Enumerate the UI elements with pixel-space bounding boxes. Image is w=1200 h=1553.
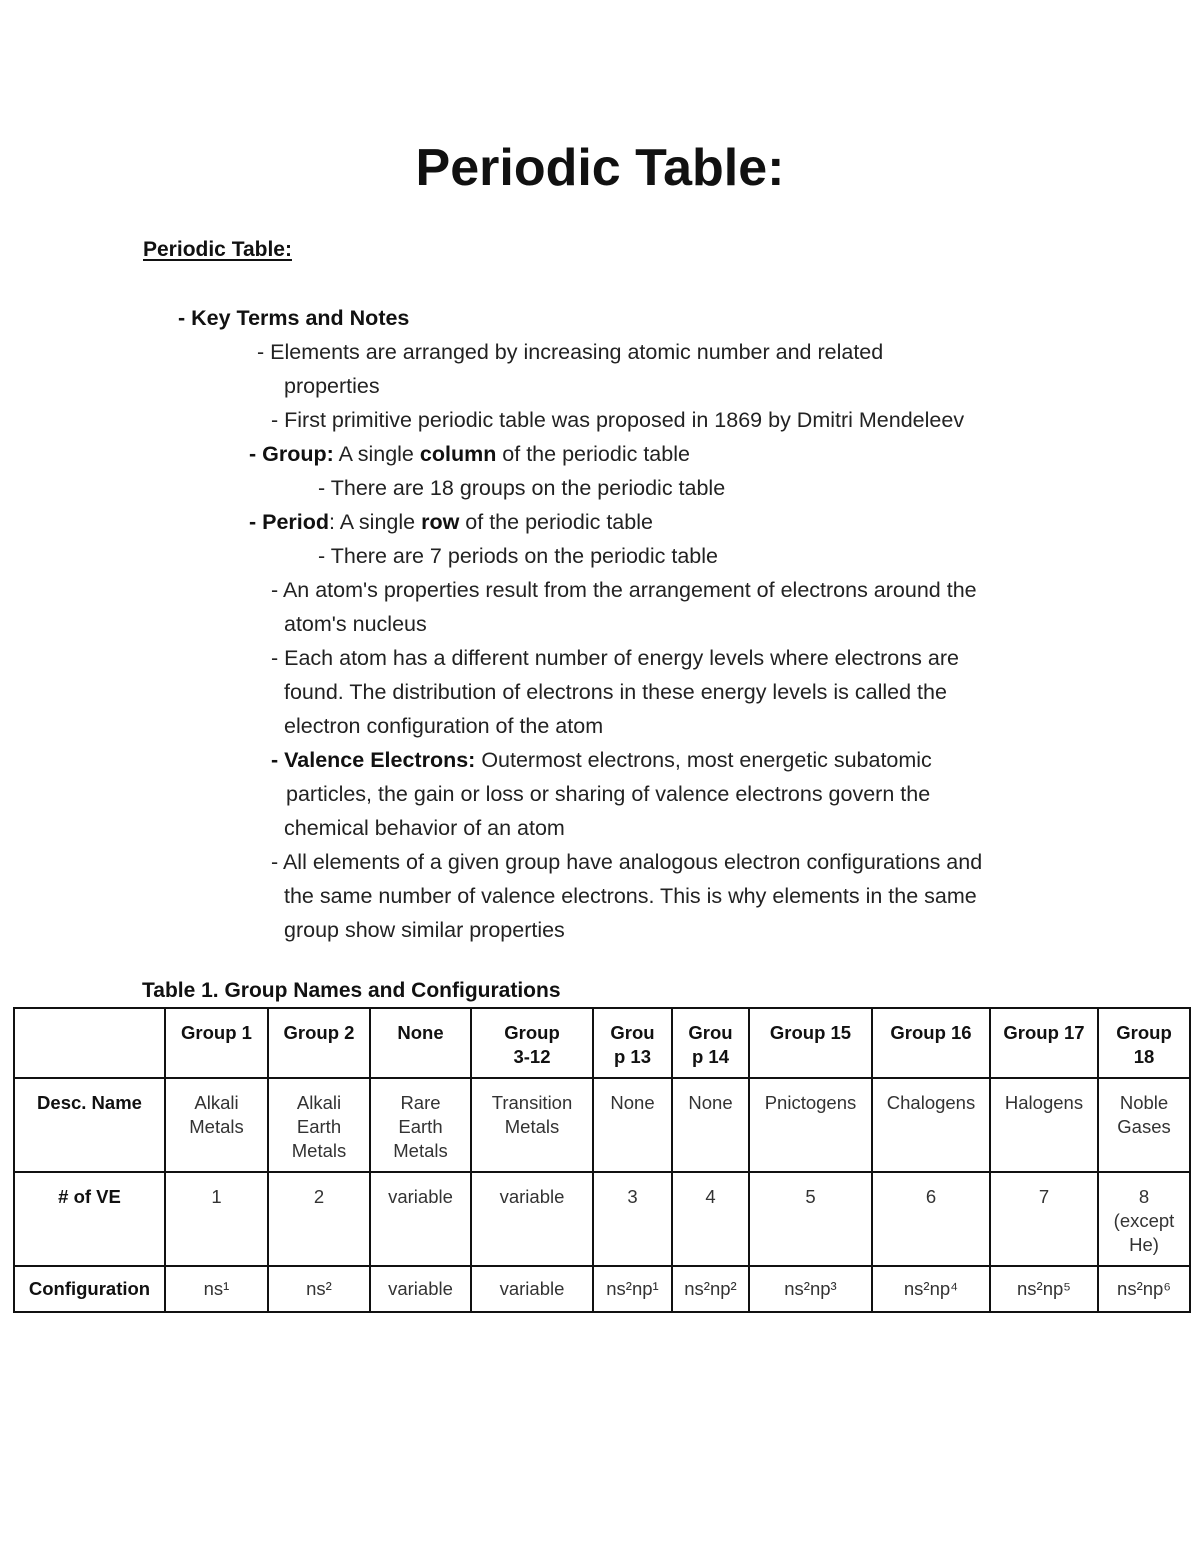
table-cell: Alkali Metals [165,1078,268,1172]
table-row-valence-electrons [14,1172,1190,1266]
table-row-configuration [14,1266,1190,1312]
note-energy-levels-cont-2: electron configuration of the atom [284,714,604,738]
note-atom-properties: - An atom's properties result from the arrangement of electrons around the [271,578,977,602]
header-cell: Grou p 13 [593,1008,672,1078]
note-group-definition: - Group: A single column of the periodic table [249,442,690,466]
header-cell: Group 18 [1098,1008,1190,1078]
table-cell: 4 [672,1172,749,1266]
header-cell: Group 3-12 [471,1008,593,1078]
table-cell: 7 [990,1172,1098,1266]
table-cell: Halogens [990,1078,1098,1172]
table-cell: ns² [268,1266,370,1312]
header-cell: Group 17 [990,1008,1098,1078]
table-cell: 5 [749,1172,872,1266]
row-label: # of VE [14,1172,165,1266]
table-cell: 3 [593,1172,672,1266]
table-cell: ns²np⁴ [872,1266,990,1312]
header-cell: Grou p 14 [672,1008,749,1078]
table-corner-cell [14,1008,165,1078]
table-cell: 6 [872,1172,990,1266]
table-cell: 2 [268,1172,370,1266]
table-header-row [14,1008,1190,1078]
table-cell: Pnictogens [749,1078,872,1172]
note-elements-arranged: - Elements are arranged by increasing atomic number and related [257,340,884,364]
table-cell: ns¹ [165,1266,268,1312]
table-cell: ns²np⁶ [1098,1266,1190,1312]
table-cell: Rare Earth Metals [370,1078,471,1172]
table-cell: ns²np¹ [593,1266,672,1312]
table-cell: Alkali Earth Metals [268,1078,370,1172]
row-label: Desc. Name [14,1078,165,1172]
table-cell: Chalogens [872,1078,990,1172]
table-row-desc-name [14,1078,1190,1172]
note-valence-electrons: - Valence Electrons: Outermost electrons, most energetic subatomic [271,748,932,772]
note-energy-levels-cont-1: found. The distribution of electrons in these energy levels is called the [284,680,947,704]
page-title: Periodic Table: [415,139,785,197]
note-analogous-configs: - All elements of a given group have analogous electron configurations and [271,850,983,874]
note-groups-count: - There are 18 groups on the periodic table [318,476,726,500]
table-cell: ns²np³ [749,1266,872,1312]
table-cell: Transition Metals [471,1078,593,1172]
table-cell: None [672,1078,749,1172]
key-terms-heading: - Key Terms and Notes [178,306,410,330]
table-cell: ns²np⁵ [990,1266,1098,1312]
table-cell: variable [370,1266,471,1312]
note-analogous-configs-cont-1: the same number of valence electrons. This is why elements in the same [284,884,977,908]
table-caption: Table 1. Group Names and Configurations [142,979,561,1002]
note-periods-count: - There are 7 periods on the periodic table [318,544,718,568]
row-label: Configuration [14,1266,165,1312]
header-cell: Group 16 [872,1008,990,1078]
note-analogous-configs-cont-2: group show similar properties [284,918,565,942]
table-cell: variable [471,1172,593,1266]
note-valence-electrons-cont-2: chemical behavior of an atom [284,816,565,840]
table-cell: 8 (except He) [1098,1172,1190,1266]
table-cell: ns²np² [672,1266,749,1312]
table-cell: Noble Gases [1098,1078,1190,1172]
table-cell: 1 [165,1172,268,1266]
table-cell: variable [370,1172,471,1266]
note-atom-properties-cont: atom's nucleus [284,612,427,636]
group-configurations-table [13,1007,1191,1313]
note-elements-arranged-cont: properties [284,374,380,398]
section-heading: Periodic Table: [143,238,292,261]
table-cell: None [593,1078,672,1172]
header-cell: Group 1 [165,1008,268,1078]
note-first-table: - First primitive periodic table was proposed in 1869 by Dmitri Mendeleev [271,408,965,432]
note-period-definition: - Period: A single row of the periodic table [249,510,653,534]
note-energy-levels: - Each atom has a different number of energy levels where electrons are [271,646,959,670]
header-cell: Group 2 [268,1008,370,1078]
table-cell: variable [471,1266,593,1312]
note-valence-electrons-cont-1: particles, the gain or loss or sharing of valence electrons govern the [286,782,931,806]
header-cell: None [370,1008,471,1078]
header-cell: Group 15 [749,1008,872,1078]
